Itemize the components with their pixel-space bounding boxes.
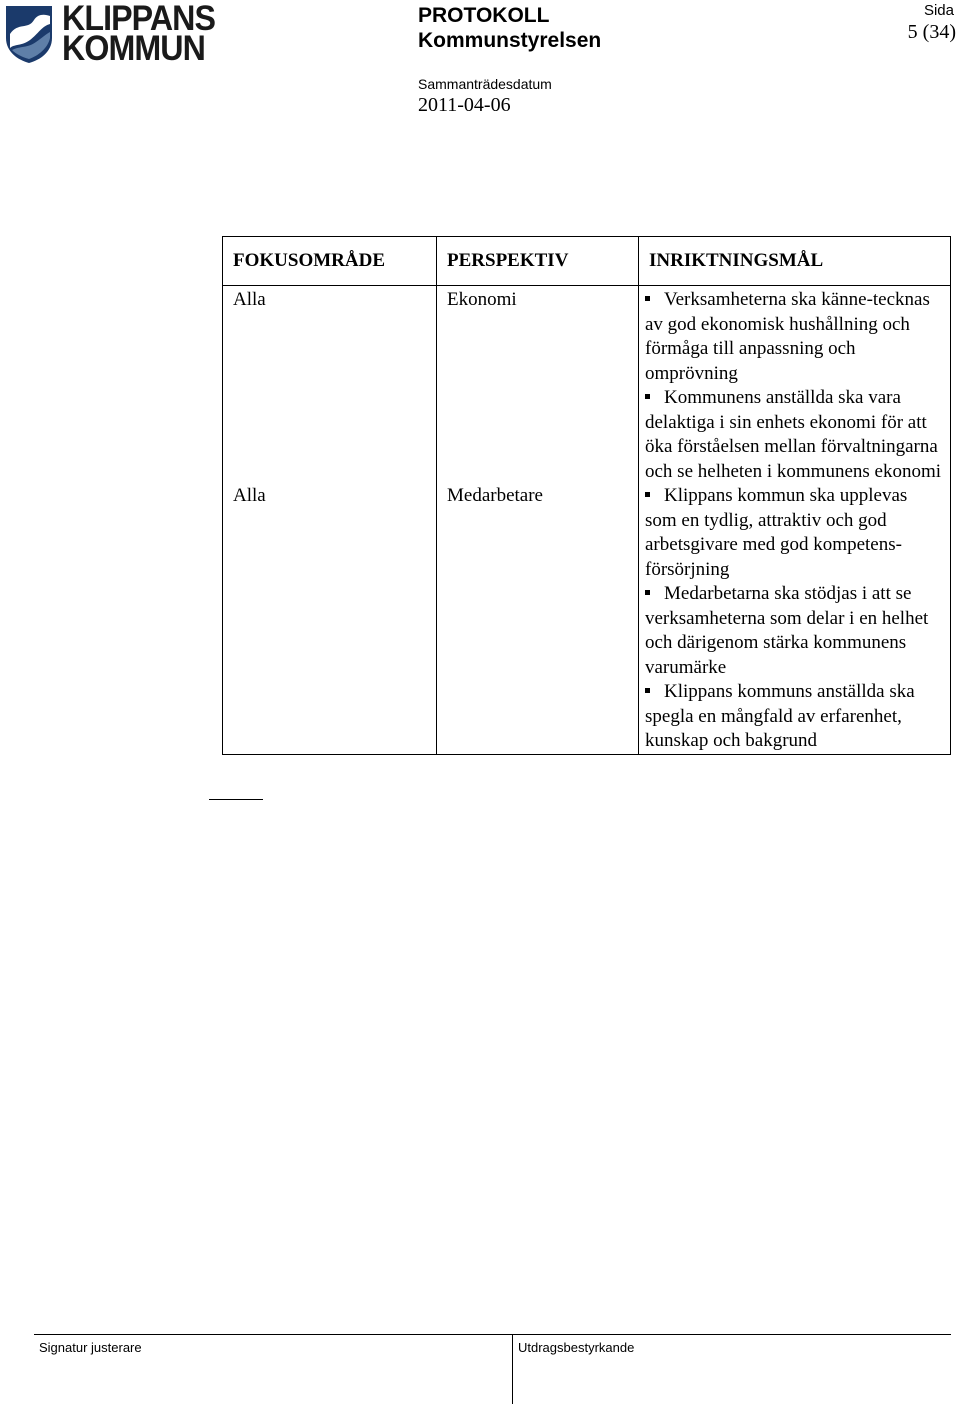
header-direction-goals: INRIKTNINGSMÅL: [639, 237, 951, 286]
header-perspective: PERSPEKTIV: [437, 237, 639, 286]
meeting-date: 2011-04-06: [418, 94, 511, 116]
goal-text: Medarbetarna ska stödjas i att se verksamheterna som delar i en helhet och därigenom stärka kommunens varumärke: [645, 583, 929, 678]
table-row: [223, 286, 951, 485]
goal-text: Verksamheterna ska känne-tecknas av god ekonomisk hushållning och förmåga till anpassning och omprövning: [645, 289, 930, 384]
extract-certification-label: Utdragsbestyrkande: [518, 1340, 635, 1355]
cell-perspective: Ekonomi: [437, 286, 639, 485]
bullet-square-icon: [645, 492, 650, 497]
table-row: [223, 484, 951, 754]
meeting-date-label: Sammanträdesdatum: [418, 76, 552, 92]
page-label: Sida: [923, 2, 954, 19]
document-title: PROTOKOLL: [418, 4, 550, 27]
signature-adjuster-label: Signatur justerare: [39, 1340, 142, 1355]
municipal-crest-icon: [4, 4, 54, 64]
bullet-square-icon: [645, 394, 650, 399]
cell-focus: Alla: [223, 286, 437, 485]
table-header-row: [223, 237, 951, 286]
cell-focus: Alla: [223, 484, 437, 754]
focus-areas-table: [222, 236, 951, 755]
bullet-square-icon: [645, 590, 650, 595]
goal-item: [645, 582, 942, 680]
committee-name: Kommunstyrelsen: [418, 29, 602, 52]
logo-wordmark: [62, 0, 216, 68]
footer-rule: [34, 1334, 951, 1335]
page-number: 5 (34): [907, 21, 956, 43]
goal-text: Klippans kommuns anställda ska spegla en mångfald av erfarenhet, kunskap och bakgrund: [645, 681, 915, 751]
logo-line-2: KOMMUN: [62, 29, 205, 68]
goal-item: [645, 680, 942, 754]
footer-divider: [512, 1334, 513, 1404]
goal-item: [645, 386, 942, 484]
footnote-separator: [209, 799, 263, 800]
klippans-kommun-logo: [4, 0, 218, 68]
goal-text: Klippans kommun ska upplevas som en tydlig, attraktiv och god arbetsgivare med god kompetens-försörjning: [645, 485, 908, 580]
goal-text: Kommunens anställda ska vara delaktiga i sin enhets ekonomi för att öka förståelsen mellan förvaltningarna och se helheten i kommunens ekonomi: [645, 387, 942, 482]
cell-goals: [639, 286, 951, 485]
bullet-square-icon: [645, 688, 650, 693]
logo-line-1: KLIPPANS: [62, 0, 216, 38]
bullet-square-icon: [645, 296, 650, 301]
header-focus-area: FOKUSOMRÅDE: [223, 237, 437, 286]
goal-item: [645, 288, 942, 386]
goal-item: [645, 484, 942, 582]
cell-perspective: Medarbetare: [437, 484, 639, 754]
cell-goals: [639, 484, 951, 754]
